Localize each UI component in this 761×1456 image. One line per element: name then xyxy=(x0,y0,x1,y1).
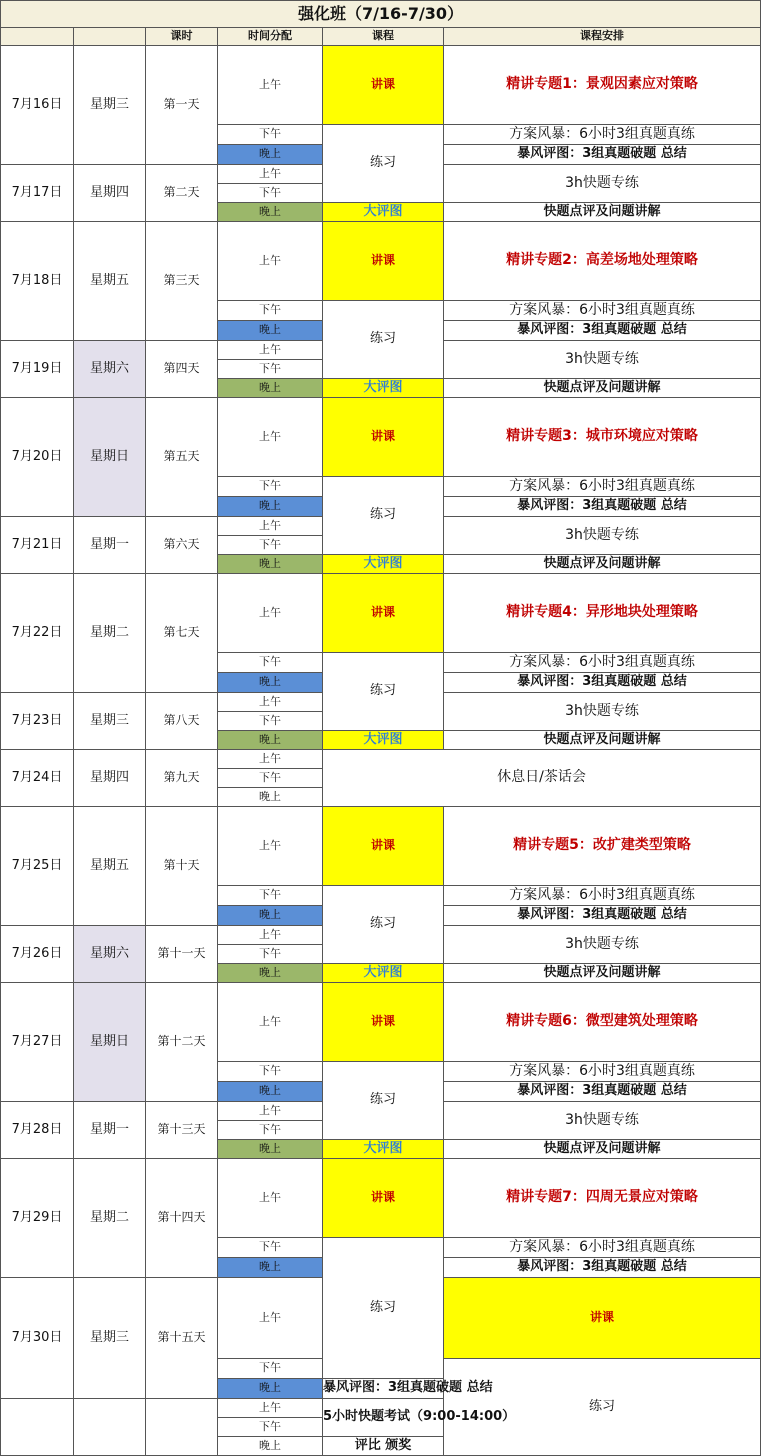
weekday-cell: 星期五 xyxy=(74,807,146,926)
table-row xyxy=(1,807,761,886)
lesson-day-cell: 第十三天 xyxy=(146,1102,218,1159)
slot-afternoon: 下午 xyxy=(218,945,323,964)
exam-cell: 5小时快题考试（9:00-14:00） xyxy=(323,1399,444,1437)
date-cell: 7月19日 xyxy=(1,341,74,398)
slot-morning: 上午 xyxy=(218,341,323,360)
slot-evening: 晚上 xyxy=(218,1140,323,1159)
topic-cell: 精讲专题3：城市环境应对策略 xyxy=(444,398,761,477)
header-course: 课程 xyxy=(323,28,444,46)
table-row xyxy=(1,398,761,477)
topic-cell: 精讲专题7：四周无景应对策略 xyxy=(444,1159,761,1238)
lesson-day-cell: 第八天 xyxy=(146,693,218,750)
lesson-day-cell: 第一天 xyxy=(146,46,218,165)
table-row xyxy=(1,1159,761,1238)
header-arrangement: 课程安排 xyxy=(444,28,761,46)
quick-review-cell: 快题点评及问题讲解 xyxy=(444,203,761,222)
slot-evening: 晚上 xyxy=(218,555,323,574)
slot-afternoon: 下午 xyxy=(218,1062,323,1082)
lecture-cell: 讲课 xyxy=(323,807,444,886)
slot-morning: 上午 xyxy=(218,926,323,945)
practice-cell: 练习 xyxy=(323,1062,444,1140)
slot-evening: 晚上 xyxy=(218,203,323,222)
quick-practice-cell: 3h快题专练 xyxy=(444,693,761,731)
storm-review-cell: 暴风评图：3组真题破题 总结 xyxy=(323,1379,444,1399)
date-cell: 7月16日 xyxy=(1,46,74,165)
scheme-storm-cell: 方案风暴：6小时3组真题真练 xyxy=(444,886,761,906)
date-cell: 7月20日 xyxy=(1,398,74,517)
slot-evening: 晚上 xyxy=(218,964,323,983)
lesson-day-cell: 第五天 xyxy=(146,398,218,517)
date-cell: 7月24日 xyxy=(1,750,74,807)
storm-review-cell: 暴风评图：3组真题破题 总结 xyxy=(444,497,761,517)
storm-review-cell: 暴风评图：3组真题破题 总结 xyxy=(444,906,761,926)
weekday-cell: 星期一 xyxy=(74,517,146,574)
slot-morning: 上午 xyxy=(218,693,323,712)
big-review-cell: 大评图 xyxy=(323,203,444,222)
slot-morning: 上午 xyxy=(218,574,323,653)
slot-afternoon: 下午 xyxy=(218,886,323,906)
quick-practice-cell: 3h快题专练 xyxy=(444,926,761,964)
quick-practice-cell: 3h快题专练 xyxy=(444,517,761,555)
slot-evening: 晚上 xyxy=(218,145,323,165)
header-lesson-day: 课时 xyxy=(146,28,218,46)
big-review-cell: 大评图 xyxy=(323,555,444,574)
slot-morning: 上午 xyxy=(218,1102,323,1121)
slot-morning: 上午 xyxy=(218,46,323,125)
slot-evening: 晚上 xyxy=(218,379,323,398)
lesson-day-cell: 第十四天 xyxy=(146,1159,218,1278)
quick-review-cell: 快题点评及问题讲解 xyxy=(444,964,761,983)
quick-review-cell: 快题点评及问题讲解 xyxy=(444,555,761,574)
slot-morning: 上午 xyxy=(218,398,323,477)
rest-day-cell: 休息日/茶话会 xyxy=(323,750,761,807)
slot-morning: 上午 xyxy=(218,750,323,769)
slot-afternoon: 下午 xyxy=(218,1418,323,1437)
topic-cell: 精讲专题1：景观因素应对策略 xyxy=(444,46,761,125)
weekday-cell: 星期三 xyxy=(74,1278,146,1399)
slot-evening: 晚上 xyxy=(218,788,323,807)
lecture-cell: 讲课 xyxy=(323,1159,444,1238)
date-cell: 7月18日 xyxy=(1,222,74,341)
slot-afternoon: 下午 xyxy=(218,1359,323,1379)
date-cell: 7月21日 xyxy=(1,517,74,574)
quick-practice-cell: 3h快题专练 xyxy=(444,341,761,379)
table-row xyxy=(1,574,761,653)
slot-evening: 晚上 xyxy=(218,731,323,750)
header-date xyxy=(1,28,74,46)
quick-review-cell: 快题点评及问题讲解 xyxy=(444,731,761,750)
table-row xyxy=(1,750,761,769)
lecture-cell: 讲课 xyxy=(323,46,444,125)
practice-cell: 练习 xyxy=(323,301,444,379)
lesson-day-cell: 第十天 xyxy=(146,807,218,926)
table-row xyxy=(1,222,761,301)
lesson-day-cell: 第十二天 xyxy=(146,983,218,1102)
quick-review-cell: 快题点评及问题讲解 xyxy=(444,1140,761,1159)
storm-review-cell: 暴风评图：3组真题破题 总结 xyxy=(444,1258,761,1278)
table-row xyxy=(1,983,761,1062)
slot-afternoon: 下午 xyxy=(218,1121,323,1140)
date-cell: 7月28日 xyxy=(1,1102,74,1159)
weekday-cell: 星期六 xyxy=(74,926,146,983)
quick-review-cell: 快题点评及问题讲解 xyxy=(444,379,761,398)
slot-afternoon: 下午 xyxy=(218,125,323,145)
weekday-cell: 星期四 xyxy=(74,750,146,807)
quick-practice-cell: 3h快题专练 xyxy=(444,1102,761,1140)
weekday-cell: 星期一 xyxy=(74,1102,146,1159)
award-cell: 评比 颁奖 xyxy=(323,1437,444,1456)
practice-cell: 练习 xyxy=(323,477,444,555)
lesson-day-cell: 第七天 xyxy=(146,574,218,693)
weekday-cell: 星期二 xyxy=(74,574,146,693)
lecture-cell: 讲课 xyxy=(444,1278,761,1359)
slot-evening: 晚上 xyxy=(218,1437,323,1456)
topic-cell: 精讲专题4：异形地块处理策略 xyxy=(444,574,761,653)
lesson-day-cell xyxy=(146,1399,218,1456)
lecture-cell: 讲课 xyxy=(323,222,444,301)
slot-afternoon: 下午 xyxy=(218,184,323,203)
slot-morning: 上午 xyxy=(218,1278,323,1359)
scheme-storm-cell: 方案风暴：6小时3组真题真练 xyxy=(444,125,761,145)
practice-cell: 练习 xyxy=(323,1238,444,1379)
lecture-cell: 讲课 xyxy=(323,983,444,1062)
weekday-cell: 星期二 xyxy=(74,1159,146,1278)
storm-review-cell: 暴风评图：3组真题破题 总结 xyxy=(444,673,761,693)
slot-evening: 晚上 xyxy=(218,497,323,517)
big-review-cell: 大评图 xyxy=(323,964,444,983)
slot-morning: 上午 xyxy=(218,517,323,536)
topic-cell: 精讲专题5：改扩建类型策略 xyxy=(444,807,761,886)
slot-evening: 晚上 xyxy=(218,321,323,341)
lesson-day-cell: 第十一天 xyxy=(146,926,218,983)
big-review-cell: 大评图 xyxy=(323,379,444,398)
slot-morning: 上午 xyxy=(218,1159,323,1238)
scheme-storm-cell: 方案风暴：6小时3组真题真练 xyxy=(444,301,761,321)
lesson-day-cell: 第六天 xyxy=(146,517,218,574)
slot-afternoon: 下午 xyxy=(218,769,323,788)
table-row xyxy=(1,46,761,125)
date-cell: 7月29日 xyxy=(1,1159,74,1278)
weekday-cell xyxy=(74,1399,146,1456)
schedule-title: 强化班（7/16-7/30） xyxy=(1,1,761,28)
date-cell: 7月27日 xyxy=(1,983,74,1102)
slot-afternoon: 下午 xyxy=(218,1238,323,1258)
lesson-day-cell: 第四天 xyxy=(146,341,218,398)
quick-practice-cell: 3h快题专练 xyxy=(444,165,761,203)
big-review-cell: 大评图 xyxy=(323,731,444,750)
lesson-day-cell: 第十五天 xyxy=(146,1278,218,1399)
lecture-cell: 讲课 xyxy=(323,574,444,653)
scheme-storm-cell: 方案风暴：6小时3组真题真练 xyxy=(444,1238,761,1258)
weekday-cell: 星期六 xyxy=(74,341,146,398)
date-cell: 7月22日 xyxy=(1,574,74,693)
lesson-day-cell: 第九天 xyxy=(146,750,218,807)
header-weekday xyxy=(74,28,146,46)
practice-cell: 练习 xyxy=(323,886,444,964)
date-cell xyxy=(1,1399,74,1456)
date-cell: 7月30日 xyxy=(1,1278,74,1399)
storm-review-cell: 暴风评图：3组真题破题 总结 xyxy=(444,321,761,341)
lesson-day-cell: 第三天 xyxy=(146,222,218,341)
lesson-day-cell: 第二天 xyxy=(146,165,218,222)
practice-cell: 练习 xyxy=(323,653,444,731)
slot-afternoon: 下午 xyxy=(218,712,323,731)
weekday-cell: 星期三 xyxy=(74,46,146,165)
date-cell: 7月25日 xyxy=(1,807,74,926)
slot-morning: 上午 xyxy=(218,1399,323,1418)
scheme-storm-cell: 方案风暴：6小时3组真题真练 xyxy=(444,653,761,673)
slot-evening: 晚上 xyxy=(218,906,323,926)
date-cell: 7月23日 xyxy=(1,693,74,750)
slot-afternoon: 下午 xyxy=(218,477,323,497)
weekday-cell: 星期五 xyxy=(74,222,146,341)
slot-morning: 上午 xyxy=(218,222,323,301)
header-time-slot: 时间分配 xyxy=(218,28,323,46)
topic-cell: 精讲专题2：高差场地处理策略 xyxy=(444,222,761,301)
slot-morning: 上午 xyxy=(218,807,323,886)
slot-evening: 晚上 xyxy=(218,1082,323,1102)
date-cell: 7月17日 xyxy=(1,165,74,222)
weekday-cell: 星期三 xyxy=(74,693,146,750)
slot-afternoon: 下午 xyxy=(218,360,323,379)
topic-cell: 精讲专题6：微型建筑处理策略 xyxy=(444,983,761,1062)
date-cell: 7月26日 xyxy=(1,926,74,983)
scheme-storm-cell: 方案风暴：6小时3组真题真练 xyxy=(444,477,761,497)
practice-cell: 练习 xyxy=(444,1359,761,1456)
practice-cell: 练习 xyxy=(323,125,444,203)
slot-evening: 晚上 xyxy=(218,1258,323,1278)
scheme-storm-cell: 方案风暴：6小时3组真题真练 xyxy=(444,1062,761,1082)
slot-morning: 上午 xyxy=(218,165,323,184)
storm-review-cell: 暴风评图：3组真题破题 总结 xyxy=(444,1082,761,1102)
slot-afternoon: 下午 xyxy=(218,536,323,555)
weekday-cell: 星期日 xyxy=(74,983,146,1102)
lecture-cell: 讲课 xyxy=(323,398,444,477)
slot-afternoon: 下午 xyxy=(218,301,323,321)
weekday-cell: 星期日 xyxy=(74,398,146,517)
storm-review-cell: 暴风评图：3组真题破题 总结 xyxy=(444,145,761,165)
slot-evening: 晚上 xyxy=(218,1379,323,1399)
slot-afternoon: 下午 xyxy=(218,653,323,673)
slot-evening: 晚上 xyxy=(218,673,323,693)
slot-morning: 上午 xyxy=(218,983,323,1062)
big-review-cell: 大评图 xyxy=(323,1140,444,1159)
weekday-cell: 星期四 xyxy=(74,165,146,222)
